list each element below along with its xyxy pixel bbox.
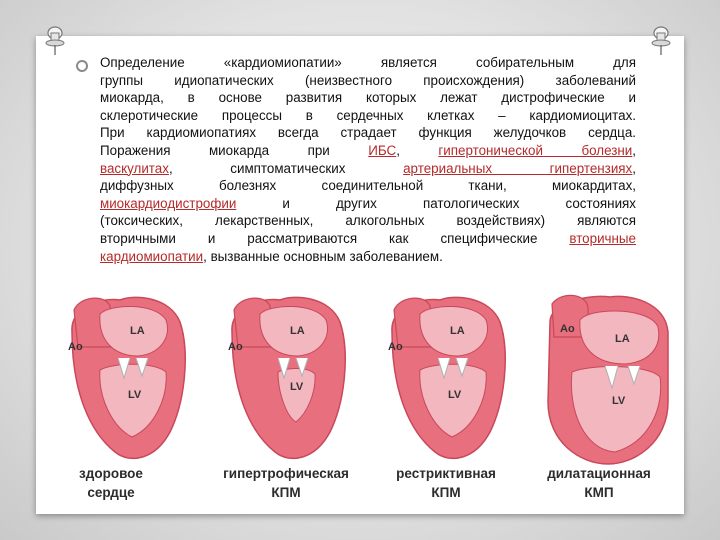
text-span: (токсических, лекарственных, алкогольных воздействиях) являются (100, 213, 636, 229)
label-lv: LV (612, 395, 626, 407)
text-line (100, 124, 636, 142)
text-span: Поражения миокарда при (100, 142, 369, 158)
label-ao: Ao (560, 323, 575, 335)
text-span: склеротические процессы в сердечных клетках – кардиомиоцитах. (100, 107, 636, 123)
text-span: диффузных болезнях соединительной ткани, миокардитах, (100, 178, 636, 194)
heart-restrictive (388, 297, 505, 458)
caption-hypertrophic (196, 464, 376, 502)
text-line (100, 54, 636, 72)
heart-healthy (68, 297, 185, 458)
label-ao: Ao (388, 341, 403, 353)
caption-line: гипертрофическая (223, 466, 349, 481)
label-la: LA (450, 325, 465, 337)
pushpin-icon (44, 26, 66, 56)
heart-diagrams (60, 292, 670, 467)
caption-line: здоровое (79, 466, 143, 481)
caption-line: дилатационная (547, 466, 651, 481)
text-line (100, 89, 636, 107)
heart-captions (56, 464, 676, 514)
heart-dilated (548, 295, 668, 464)
label-la: LA (130, 325, 145, 337)
caption-healthy (56, 464, 166, 502)
term-link[interactable]: ИБС (368, 142, 397, 158)
text-span: , вызванные основным заболеванием. (203, 248, 443, 264)
term-link[interactable]: гипертонической болезни (438, 142, 633, 158)
term-link[interactable]: вторичные (569, 230, 636, 246)
text-span: При кардиомиопатиях всегда страдает функция желудочков сердца. (100, 125, 636, 141)
text-line (100, 107, 636, 125)
term-link[interactable]: артериальных гипертензиях (403, 160, 633, 176)
text-span: миокарда, в основе развития которых лежат дистрофические и (100, 90, 636, 106)
text-span: , симптоматических (168, 160, 404, 176)
label-lv: LV (290, 381, 304, 393)
heart-hypertrophic (228, 297, 345, 458)
caption-line: КПМ (431, 485, 461, 500)
text-line (100, 160, 636, 178)
label-lv: LV (128, 389, 142, 401)
term-link[interactable]: васкулитах (100, 160, 169, 176)
text-line (100, 248, 636, 266)
term-link[interactable]: миокардиодистрофии (100, 195, 237, 211)
label-ao: Ao (68, 341, 83, 353)
text-line (100, 72, 636, 90)
text-line (100, 195, 636, 213)
text-line (100, 212, 636, 230)
caption-line: КМП (584, 485, 614, 500)
definition-text (100, 54, 636, 265)
caption-restrictive (376, 464, 516, 502)
text-span: , (632, 160, 636, 176)
text-line (100, 177, 636, 195)
text-span: группы идиопатических (неизвестного происхождения) заболеваний (100, 72, 636, 88)
label-lv: LV (448, 389, 462, 401)
text-span: Определение «кардиомиопатии» является собирательным для (100, 55, 636, 70)
pushpin-icon (650, 26, 672, 56)
caption-dilated (524, 464, 674, 502)
caption-line: рестриктивная (396, 466, 496, 481)
label-la: LA (290, 325, 305, 337)
text-line (100, 230, 636, 248)
text-line (100, 142, 636, 160)
label-la: LA (615, 333, 630, 345)
caption-line: сердце (87, 485, 135, 500)
caption-line: КПМ (271, 485, 301, 500)
term-link[interactable]: кардиомиопатии (100, 248, 204, 264)
text-span: и других патологических состояниях (236, 195, 636, 211)
text-span: вторичными и рассматриваются как специфические (100, 230, 570, 246)
label-ao: Ao (228, 341, 243, 353)
text-span: , (632, 142, 636, 158)
text-span: , (396, 142, 439, 158)
